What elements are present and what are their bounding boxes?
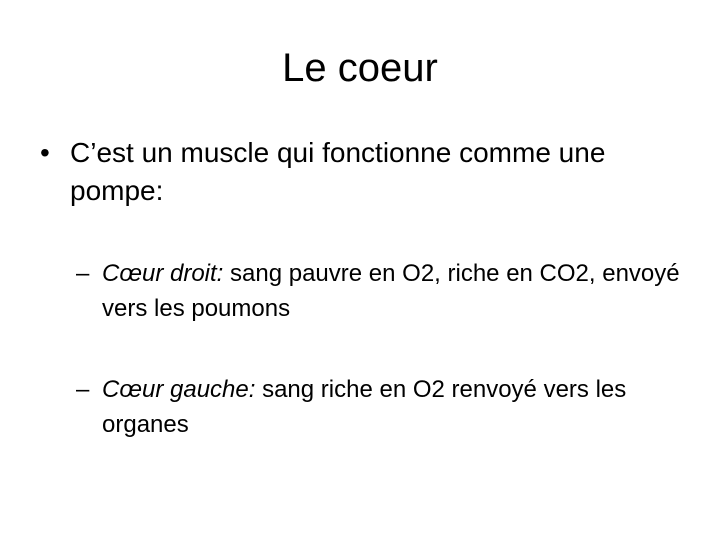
sub-bullet-term: Cœur gauche: <box>102 376 256 403</box>
sub-bullet-text: sang pauvre en O2, riche en CO2, envoyé vers les poumons <box>102 260 680 322</box>
sub-bullet-marker: – <box>76 260 90 287</box>
sub-bullet-text: sang riche en O2 renvoyé vers les organes <box>102 376 627 438</box>
sub-bullet-right-heart <box>76 256 706 326</box>
sub-bullet-content <box>102 256 706 326</box>
sub-bullet-left-heart <box>76 372 706 442</box>
bullet-text: C’est un muscle qui fonctionne comme une pompe: <box>70 137 606 206</box>
sub-bullet-content <box>102 372 706 442</box>
bullet-marker: • <box>40 137 50 168</box>
bullet-item <box>40 134 700 210</box>
sub-bullet-marker: – <box>76 376 90 403</box>
sub-bullet-term: Cœur droit: <box>102 260 224 287</box>
slide-title: Le coeur <box>282 46 438 90</box>
